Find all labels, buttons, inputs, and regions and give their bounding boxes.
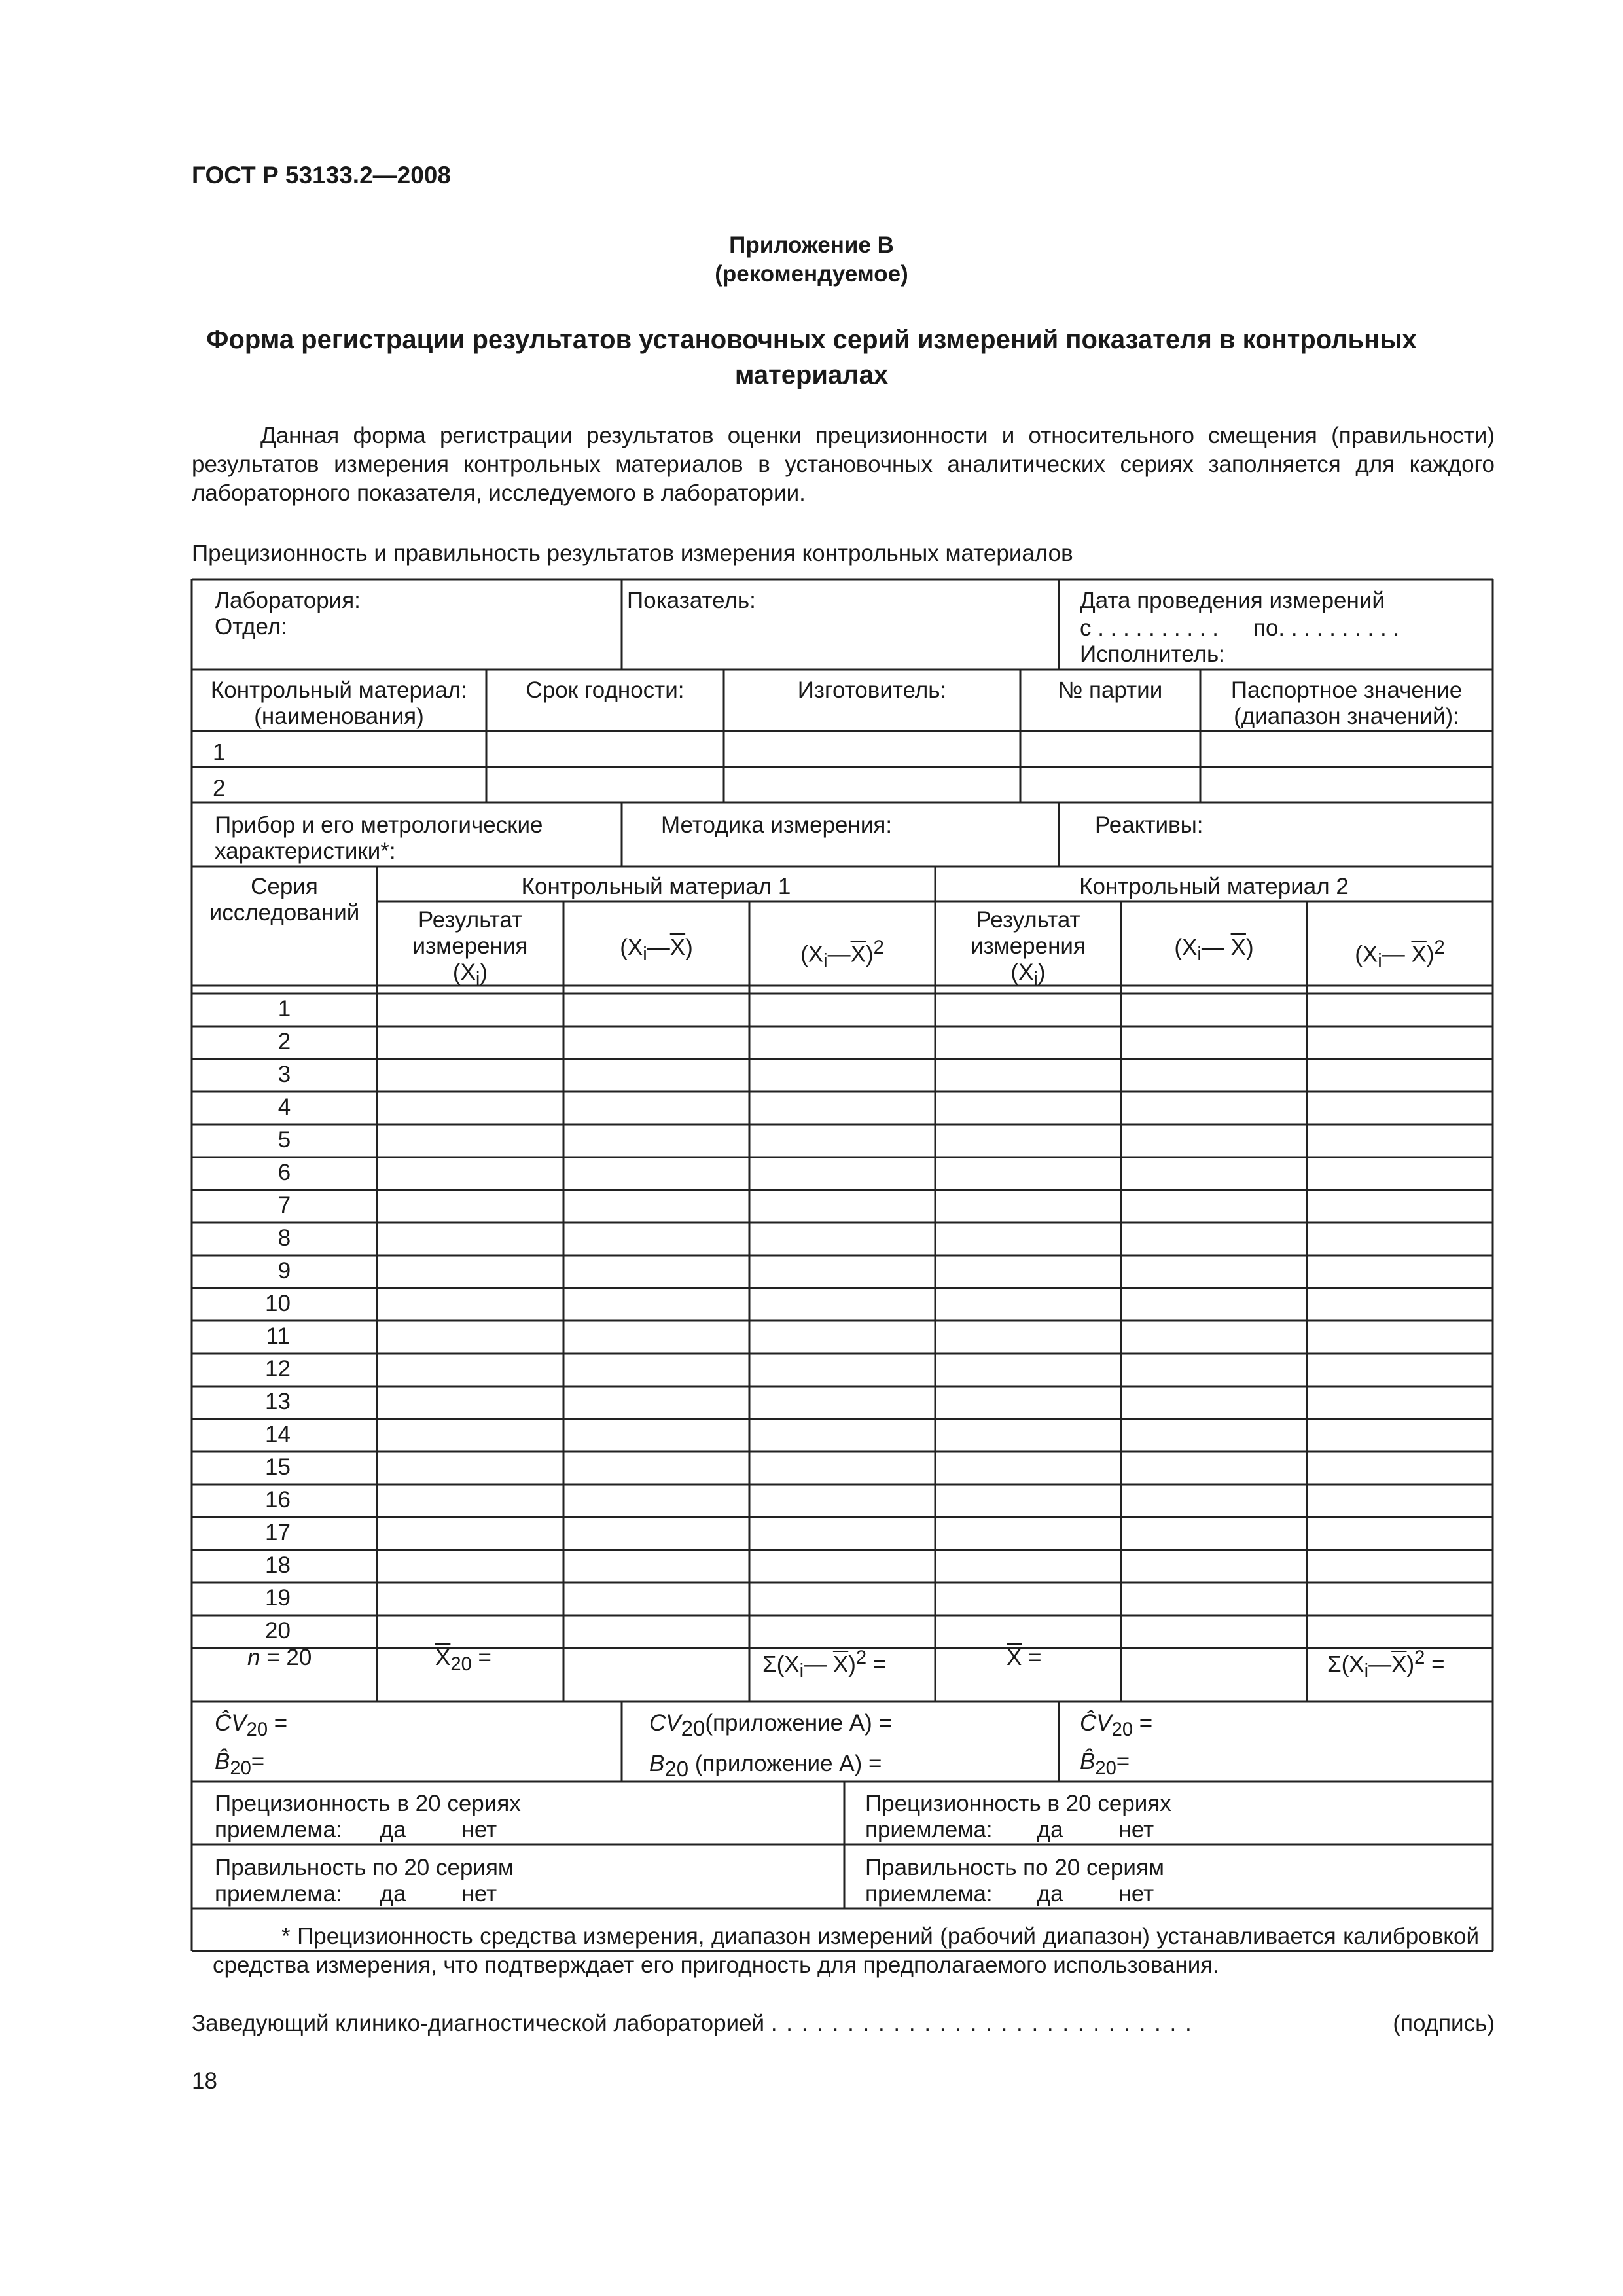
sq-xbar: $\overline{X}$ [850, 941, 866, 967]
cv-hat-sub: 20 [246, 1719, 268, 1740]
cv-hat-left [215, 1710, 287, 1743]
reagents-label: Реактивы: [1095, 812, 1204, 838]
sq-close: ) [865, 941, 874, 967]
trueness-right-choice [865, 1881, 1164, 1907]
yes-option-4: да [1037, 1881, 1063, 1907]
control-material-header [192, 677, 486, 730]
batch-header: № партии [1058, 677, 1163, 703]
no-option-4: нет [1118, 1881, 1154, 1907]
cm2-deviation-header [1121, 935, 1307, 967]
series-number: 8 [277, 1225, 291, 1251]
signature-dots: . . . . . . . . . . . . . . . . . . . . . . . . . . . . [770, 2011, 1193, 2036]
executor-label: Исполнитель: [1080, 641, 1225, 667]
sum2-open: Σ(X [1327, 1651, 1364, 1677]
xi2-close: ) [1037, 960, 1046, 985]
dev2-xbar: $\overline{X}$ [1230, 935, 1246, 960]
series-header-line1: Серия [251, 874, 318, 899]
sq-open: (X [800, 941, 824, 967]
precision-right-choice [865, 1817, 1171, 1843]
series-number: 5 [277, 1127, 291, 1153]
series-number: 14 [265, 1422, 291, 1447]
cm2-result-line1: Результат [976, 907, 1080, 933]
series-number: 17 [265, 1520, 291, 1545]
date-to: по. . . . . . . . . . [1253, 615, 1400, 641]
cm2-result-line2: измерения [971, 933, 1086, 959]
xi-close: ) [480, 960, 488, 985]
sum1-close: ) [848, 1651, 856, 1677]
date-from: с . . . . . . . . . . [1080, 615, 1219, 641]
sum1-sub: i [799, 1660, 804, 1682]
precision-left-label: Прецизионность в 20 сериях [215, 1791, 521, 1816]
cv-hat-eq: = [274, 1710, 288, 1736]
b-hat-sub: 20 [230, 1758, 251, 1779]
cv-hat-right [1080, 1710, 1152, 1743]
sq2-close: ) [1426, 941, 1435, 967]
acc-label-2: приемлема: [865, 1817, 993, 1842]
sum1-eq: = [872, 1651, 887, 1677]
control-material-header-line2: (наименования) [254, 704, 424, 729]
trueness-left-choice [215, 1881, 514, 1907]
xi2-open: (X [1010, 960, 1034, 985]
xi2-sub: i [1033, 969, 1038, 990]
annex-title: Приложение В [729, 232, 894, 258]
sq2-open: (X [1355, 941, 1378, 967]
trueness-right [865, 1855, 1164, 1907]
cm1-result-line2: измерения [412, 933, 528, 959]
b-hat-eq: = [251, 1749, 265, 1774]
series-number: 4 [277, 1094, 291, 1120]
sq-exp: 2 [873, 937, 884, 958]
dev2-open: (X [1174, 935, 1198, 960]
xi-sub: i [475, 969, 480, 990]
b-hat2-eq: = [1116, 1749, 1130, 1774]
control-material-1-header: Контрольный материал 1 [521, 874, 791, 899]
trueness-right-label: Правильность по 20 сериям [865, 1855, 1164, 1880]
dev-dash: — [647, 935, 670, 960]
cm2-mean [1007, 1645, 1042, 1671]
sum1-dash: — [804, 1651, 827, 1677]
device-label-line1: Прибор и его метрологические [215, 812, 543, 838]
cm1-result-xi [377, 960, 563, 992]
passport-value-header [1200, 677, 1493, 730]
footnote: * Прецизионность средства измерения, диапазон измерений (рабочий диапазон) устанавливается калибровкой средства измерения, что подтверждает его пригодность для предполагаемого использования. [213, 1924, 1479, 1978]
b-ref-symbol: B [649, 1751, 665, 1776]
signature-label: Заведующий клинико-диагностической лабораторией [192, 2011, 765, 2036]
form-title-line1: Форма регистрации результатов установочных серий измерений показателя в контрольных [206, 325, 1417, 354]
dept-label: Отдел: [215, 614, 287, 639]
acc-label-3: приемлема: [215, 1881, 342, 1907]
b-hat2-sub: 20 [1095, 1758, 1116, 1779]
b-ref-tail: (приложение А) = [694, 1751, 882, 1776]
cv-hat2-symbol: ĈV [1080, 1710, 1112, 1736]
cv-ref-symbol: CV [649, 1710, 681, 1736]
sum2-dash: — [1368, 1651, 1392, 1677]
sum2-close: ) [1406, 1651, 1415, 1677]
series-number: 3 [277, 1062, 291, 1087]
cm2-sum-squares [1327, 1645, 1445, 1685]
trueness-left [215, 1855, 514, 1907]
b-hat-right [1080, 1749, 1130, 1782]
dev-sub: i [643, 944, 647, 965]
material-row-2: 2 [213, 776, 226, 801]
yes-option: да [380, 1817, 406, 1842]
dev-xbar: $\overline{X}$ [669, 935, 686, 960]
sum2-sub: i [1364, 1660, 1369, 1682]
series-number: 2 [277, 1029, 291, 1054]
signature-line [192, 2011, 1495, 2037]
dev-close: ) [685, 935, 693, 960]
cm1-result-header [377, 907, 563, 992]
yes-option-3: да [380, 1881, 406, 1907]
cm1-squared-deviation-header [749, 935, 935, 975]
cv-ref-sub: 20 [681, 1716, 705, 1740]
cm2-squared-deviation-header [1307, 935, 1493, 975]
sum1-exp: 2 [855, 1647, 867, 1668]
dev-open: (X [620, 935, 643, 960]
document-id: ГОСТ Р 53133.2—2008 [192, 162, 451, 188]
b-reference [649, 1751, 882, 1782]
series-number: 13 [265, 1389, 291, 1414]
cm2-result-header [935, 907, 1121, 992]
cm1-mean-sub: 20 [450, 1654, 472, 1675]
n-label: n [247, 1645, 260, 1670]
indicator-label: Показатель: [627, 588, 756, 613]
material-row-1: 1 [213, 740, 226, 765]
sum2-eq: = [1431, 1651, 1445, 1677]
form-title-line2: материалах [734, 361, 889, 389]
cm2-mean-x: $\overline{X}$ [1007, 1645, 1022, 1670]
b-hat-symbol: B̂ [215, 1749, 230, 1774]
passport-value-header-line1: Паспортное значение [1230, 677, 1463, 703]
lab-label: Лаборатория: [215, 588, 361, 613]
no-option: нет [461, 1817, 497, 1842]
annex-status: (рекомендуемое) [715, 261, 908, 287]
cm1-sum-squares [762, 1645, 886, 1685]
precision-left-choice [215, 1817, 521, 1843]
control-material-2-header: Контрольный материал 2 [1079, 874, 1349, 899]
sq-sub: i [823, 950, 828, 972]
cv-reference [649, 1710, 892, 1742]
series-number: 11 [266, 1323, 290, 1349]
table-caption: Прецизионность и правильность результатов измерения контрольных материалов [192, 541, 1073, 566]
series-number: 10 [265, 1291, 291, 1316]
series-number: 9 [277, 1258, 291, 1283]
no-option-2: нет [1118, 1817, 1154, 1842]
date-label: Дата проведения измерений [1080, 588, 1385, 613]
signature-tail: (подпись) [1393, 2011, 1495, 2036]
series-number: 16 [265, 1487, 291, 1513]
cv-hat2-eq: = [1139, 1710, 1153, 1736]
series-number: 7 [277, 1193, 291, 1218]
precision-right [865, 1791, 1171, 1843]
b-ref-sub: 20 [664, 1757, 689, 1781]
cm1-mean [435, 1645, 491, 1677]
expiry-header: Срок годности: [526, 677, 685, 703]
sq2-dash: — [1382, 941, 1405, 967]
no-option-3: нет [461, 1881, 497, 1907]
cv-hat-symbol: ĈV [215, 1710, 247, 1736]
series-number: 19 [265, 1585, 291, 1611]
cm1-result-line1: Результат [418, 907, 523, 933]
device-label-line2: характеристики*: [215, 838, 396, 864]
dev2-dash: — [1201, 935, 1224, 960]
series-number: 15 [265, 1454, 291, 1480]
manufacturer-header: Изготовитель: [797, 677, 947, 703]
page-number: 18 [192, 2068, 217, 2094]
intro-paragraph: Данная форма регистрации результатов оценки прецизионности и относительного смещения (правильности) результатов измерения контрольных материалов в установочных аналитических сериях заполняется для каждого лабораторного показателя, исследуемого в лаборатории. [192, 423, 1495, 506]
b-hat-left [215, 1749, 264, 1782]
dev2-sub: i [1197, 944, 1202, 965]
cm1-deviation-header [563, 935, 749, 967]
series-number: 12 [265, 1356, 291, 1382]
sq2-xbar: $\overline{X}$ [1411, 941, 1427, 967]
trueness-left-label: Правильность по 20 сериям [215, 1855, 514, 1880]
cm1-mean-x: $\overline{X}$ [435, 1645, 451, 1670]
dev2-close: ) [1245, 935, 1254, 960]
cm1-mean-eq: = [478, 1645, 491, 1670]
series-number: 20 [265, 1618, 291, 1643]
passport-value-header-line2: (диапазон значений): [1234, 704, 1459, 729]
sum2-exp: 2 [1414, 1647, 1425, 1668]
n-equals-20 [247, 1645, 312, 1671]
sq2-exp: 2 [1434, 937, 1445, 958]
series-number: 1 [277, 996, 291, 1022]
b-hat2-symbol: B̂ [1080, 1749, 1096, 1774]
series-number: 18 [265, 1552, 291, 1578]
sq-dash: — [827, 941, 851, 967]
series-number: 6 [277, 1160, 291, 1185]
precision-right-label: Прецизионность в 20 сериях [865, 1791, 1171, 1816]
series-header [192, 874, 377, 926]
control-material-header-line1: Контрольный материал: [210, 677, 468, 703]
sum1-open: Σ(X [762, 1651, 800, 1677]
series-header-line2: исследований [209, 900, 360, 925]
sum1-xbar: $\overline{X}$ [832, 1651, 849, 1677]
cv-ref-tail: (приложение А) = [705, 1710, 892, 1736]
n-value: = 20 [266, 1645, 312, 1670]
method-label: Методика измерения: [661, 812, 893, 838]
sum2-xbar: $\overline{X}$ [1391, 1651, 1407, 1677]
sq2-sub: i [1378, 950, 1382, 972]
cm2-mean-eq: = [1028, 1645, 1042, 1670]
precision-left [215, 1791, 521, 1843]
acc-label: приемлема: [215, 1817, 342, 1842]
cv-hat2-sub: 20 [1111, 1719, 1133, 1740]
cm2-result-xi [935, 960, 1121, 992]
yes-option-2: да [1037, 1817, 1063, 1842]
acc-label-4: приемлема: [865, 1881, 993, 1907]
xi-open: (X [452, 960, 476, 985]
